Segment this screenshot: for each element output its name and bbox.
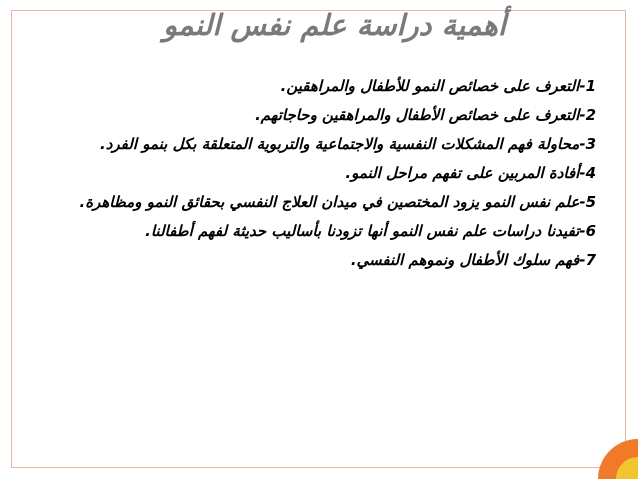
item-number: 7 — [585, 251, 596, 269]
item-number: 5 — [585, 193, 596, 211]
list-item — [36, 101, 596, 130]
item-text: -التعرف على خصائص الأطفال والمراهقين وحاجاتهم. — [255, 106, 586, 124]
item-text: -أفادة المربين على تفهم مراحل النمو. — [345, 164, 586, 182]
list-item — [36, 188, 596, 217]
item-number: 6 — [585, 222, 596, 240]
item-text: -محاولة فهم المشكلات النفسية والاجتماعية والتربوية المتعلقة بكل بنمو الفرد. — [100, 135, 586, 153]
bullet-list — [36, 72, 596, 275]
list-item — [36, 72, 596, 101]
item-text: -التعرف على خصائص النمو للأطفال والمراهقين. — [280, 77, 586, 95]
item-text: -فهم سلوك الأطفال ونموهم النفسي. — [350, 251, 586, 269]
list-item — [36, 246, 596, 275]
slide-title: أهمية دراسة علم نفس النمو — [163, 8, 506, 42]
list-item — [36, 217, 596, 246]
item-text: -علم نفس النمو يزود المختصين في ميدان العلاج النفسي بحقائق النمو ومظاهرة. — [79, 193, 586, 211]
item-number: 3 — [585, 135, 596, 153]
circle-quadrant-decoration-icon — [594, 435, 638, 479]
item-number: 1 — [585, 77, 596, 95]
list-item — [36, 130, 596, 159]
list-item — [36, 159, 596, 188]
item-number: 2 — [585, 106, 596, 124]
item-number: 4 — [585, 164, 596, 182]
item-text: -تفيدنا دراسات علم نفس النمو أنها تزودنا بأساليب حديثة لفهم أطفالنا. — [145, 222, 586, 240]
